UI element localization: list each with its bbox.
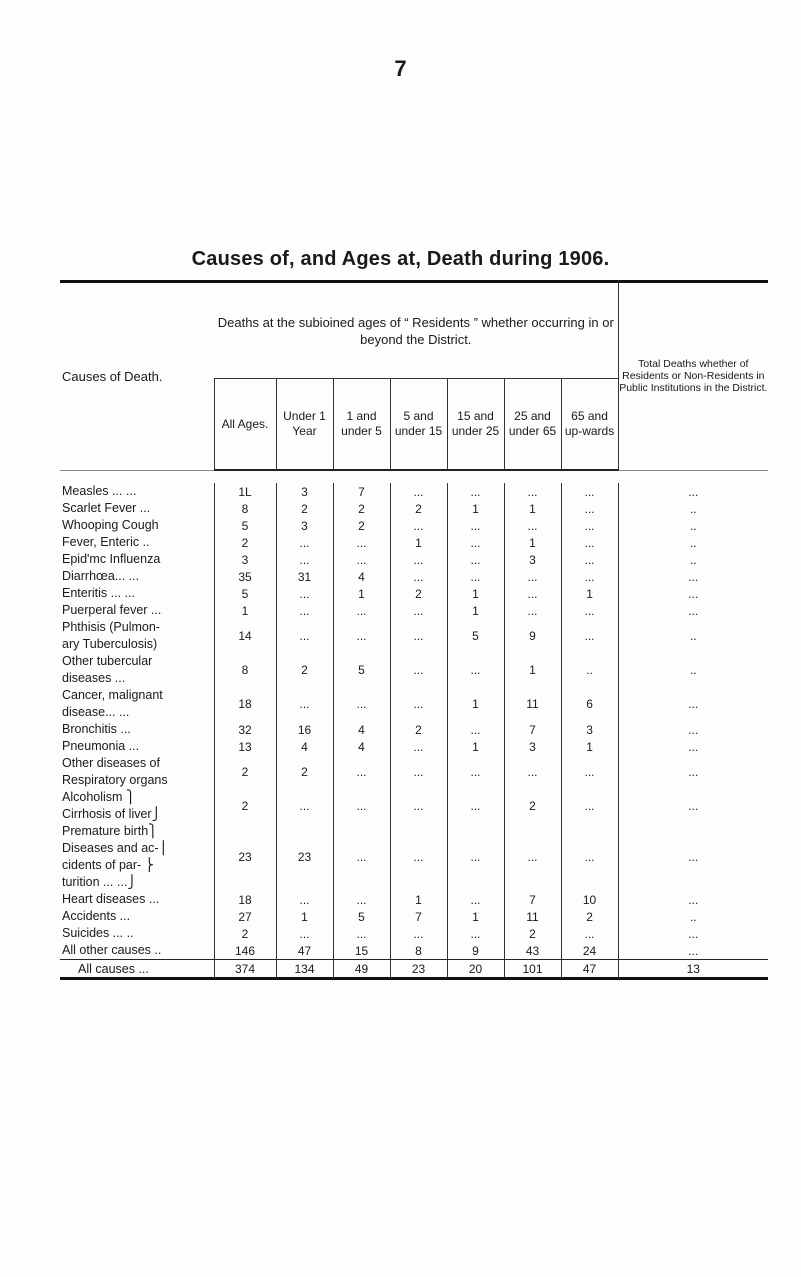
table-cell: 2	[504, 789, 561, 823]
table-cell: 2	[276, 653, 333, 687]
table-cell: 11	[504, 908, 561, 925]
table-cell: ...	[447, 755, 504, 789]
table-cell: 32	[214, 721, 276, 738]
table-row	[60, 534, 768, 551]
cause-label-line: Puerperal fever ...	[62, 603, 162, 617]
table-cell: 8	[214, 653, 276, 687]
table-cell: ..	[618, 551, 768, 568]
table-cell: ...	[447, 534, 504, 551]
table-cell: ...	[276, 789, 333, 823]
table-cell: ...	[333, 823, 390, 891]
table-cell: 1	[447, 602, 504, 619]
table-cell: 1	[561, 585, 618, 602]
table-cell: ...	[276, 891, 333, 908]
table-cell: 2	[333, 517, 390, 534]
table-cell: 7	[504, 721, 561, 738]
table-cell: ...	[561, 500, 618, 517]
table-cell: 47	[276, 942, 333, 960]
table-cell: ...	[447, 891, 504, 908]
table-cell: ...	[390, 653, 447, 687]
table-cell: 5	[333, 653, 390, 687]
table-cell: 3	[561, 721, 618, 738]
table-cell: ...	[618, 483, 768, 500]
cause-label	[60, 925, 214, 942]
cause-label-line: Scarlet Fever ...	[62, 501, 151, 515]
table-cell: 23	[276, 823, 333, 891]
cause-label-line: turition ... ...⎭	[62, 875, 137, 889]
table-cell: ...	[333, 755, 390, 789]
age-group-header: Deaths at the subioined ages of “ Residents ” whether occurring in or beyond the District.	[214, 283, 618, 379]
cause-label	[60, 619, 214, 653]
cause-label-line: Premature birth⎫	[62, 824, 158, 838]
table-cell: ...	[618, 823, 768, 891]
table-cell: 1	[333, 585, 390, 602]
table-cell: 3	[504, 738, 561, 755]
table-cell: ...	[618, 568, 768, 585]
table-row	[60, 789, 768, 823]
table-cell: ...	[561, 534, 618, 551]
total-row-label: All causes ...	[60, 960, 214, 979]
table-row	[60, 585, 768, 602]
age-column-header: All Ages.	[214, 379, 276, 471]
table-cell: 1	[504, 534, 561, 551]
table-cell: 11	[504, 687, 561, 721]
cause-label-line: Diarrhœa... ...	[62, 569, 140, 583]
table-cell: 9	[447, 942, 504, 960]
total-cell: 101	[504, 960, 561, 979]
table-cell: 1	[447, 908, 504, 925]
table-cell: 2	[504, 925, 561, 942]
cause-label	[60, 500, 214, 517]
age-column-header: 25 and under 65	[504, 379, 561, 471]
total-cell: 23	[390, 960, 447, 979]
table-cell: ...	[447, 568, 504, 585]
table-cell: ...	[504, 602, 561, 619]
table-cell: ...	[390, 687, 447, 721]
table-cell: ...	[504, 823, 561, 891]
table-cell: 2	[276, 500, 333, 517]
cause-label	[60, 534, 214, 551]
table-cell: ...	[618, 602, 768, 619]
table-cell: ...	[390, 823, 447, 891]
age-column-header: 15 and under 25	[447, 379, 504, 471]
table-cell: 27	[214, 908, 276, 925]
table-row	[60, 823, 768, 891]
table-row	[60, 721, 768, 738]
table-cell: ...	[390, 925, 447, 942]
cause-label	[60, 653, 214, 687]
table-cell: 1	[214, 602, 276, 619]
table-cell: ...	[390, 789, 447, 823]
table-cell: 2	[390, 500, 447, 517]
table-cell: 7	[390, 908, 447, 925]
cause-label	[60, 891, 214, 908]
table-row	[60, 483, 768, 500]
table-cell: ...	[390, 551, 447, 568]
table-cell: 4	[333, 738, 390, 755]
table-cell: ..	[618, 908, 768, 925]
table-cell: ...	[618, 789, 768, 823]
table-cell: ...	[504, 585, 561, 602]
cause-label	[60, 789, 214, 823]
cause-label-line: Accidents ...	[62, 909, 131, 923]
table-cell: 23	[214, 823, 276, 891]
table-cell: 1	[390, 534, 447, 551]
table-cell: 8	[390, 942, 447, 960]
table-cell: ...	[561, 517, 618, 534]
table-row	[60, 551, 768, 568]
table-cell: 35	[214, 568, 276, 585]
cause-label-line: ary Tuberculosis)	[62, 637, 158, 651]
table-cell: 14	[214, 619, 276, 653]
table-cell: ...	[561, 755, 618, 789]
table-cell: 8	[214, 500, 276, 517]
age-column-header: Under 1 Year	[276, 379, 333, 471]
table-row	[60, 891, 768, 908]
cause-label	[60, 908, 214, 925]
table-row	[60, 755, 768, 789]
cause-label	[60, 517, 214, 534]
table-cell: ...	[333, 534, 390, 551]
cause-label	[60, 738, 214, 755]
table-cell: 1	[504, 500, 561, 517]
table-cell: ...	[333, 687, 390, 721]
table-cell: ...	[333, 602, 390, 619]
cause-label-line: Other tubercular	[62, 654, 153, 668]
age-column-header: 65 and up-wards	[561, 379, 618, 471]
table-cell: ...	[276, 551, 333, 568]
table-cell: 2	[214, 755, 276, 789]
table-cell: 4	[333, 568, 390, 585]
table-cell: ...	[561, 602, 618, 619]
cause-column-header: Causes of Death.	[62, 368, 163, 384]
table-row	[60, 738, 768, 755]
table-row	[60, 925, 768, 942]
table-cell: ...	[618, 942, 768, 960]
age-column-header: 1 and under 5	[333, 379, 390, 471]
table-cell: ...	[447, 517, 504, 534]
table-cell: 3	[276, 483, 333, 500]
cause-label-line: Heart diseases ...	[62, 892, 160, 906]
table-cell: 4	[276, 738, 333, 755]
table-cell: 18	[214, 891, 276, 908]
table-cell: 2	[276, 755, 333, 789]
table-cell: 7	[333, 483, 390, 500]
table-cell: ..	[618, 619, 768, 653]
table-title: Causes of, and Ages at, Death during 1906.	[191, 248, 610, 270]
total-cell: 374	[214, 960, 276, 979]
table-cell: ...	[561, 551, 618, 568]
table-cell: ...	[276, 925, 333, 942]
table-cell: 1	[447, 738, 504, 755]
table-cell: ...	[504, 483, 561, 500]
table-cell: 2	[390, 721, 447, 738]
table-cell: ...	[504, 755, 561, 789]
table-cell: ...	[561, 823, 618, 891]
table-cell: ...	[561, 789, 618, 823]
table-cell: ...	[390, 738, 447, 755]
table-cell: 31	[276, 568, 333, 585]
table-cell: 2	[214, 925, 276, 942]
table-cell: 6	[561, 687, 618, 721]
table-row	[60, 568, 768, 585]
table-cell: 2	[561, 908, 618, 925]
total-cell: 49	[333, 960, 390, 979]
table-cell: ...	[618, 755, 768, 789]
table-cell: 43	[504, 942, 561, 960]
table-cell: ...	[561, 483, 618, 500]
table-cell: ...	[276, 602, 333, 619]
table-cell: ...	[447, 551, 504, 568]
table-cell: 9	[504, 619, 561, 653]
total-deaths-header: Total Deaths whether of Residents or Non-Residents in Public Institutions in the District.	[618, 283, 768, 470]
table-cell: 3	[276, 517, 333, 534]
cause-label-line: cidents of par- ⎬	[62, 858, 155, 872]
table-cell: ..	[618, 653, 768, 687]
table-row	[60, 517, 768, 534]
table-cell: ...	[390, 755, 447, 789]
table-cell: 1	[561, 738, 618, 755]
cause-label-line: Cancer, malignant	[62, 688, 163, 702]
table-cell: 146	[214, 942, 276, 960]
table-cell: ..	[618, 517, 768, 534]
table-cell: ...	[618, 721, 768, 738]
table-cell: 2	[214, 534, 276, 551]
page-number: 7	[394, 56, 407, 81]
table-cell: 2	[333, 500, 390, 517]
table-cell: ...	[447, 823, 504, 891]
cause-label-line: All other causes ..	[62, 943, 162, 957]
table-row	[60, 653, 768, 687]
table-cell: ...	[276, 619, 333, 653]
cause-label	[60, 551, 214, 568]
causes-of-death-table-wrapper	[60, 280, 768, 980]
table-row	[60, 619, 768, 653]
cause-label-line: Pneumonia ...	[62, 739, 140, 753]
table-cell: ...	[390, 602, 447, 619]
table-cell: ...	[333, 891, 390, 908]
table-cell: ...	[276, 585, 333, 602]
table-cell: ...	[447, 789, 504, 823]
cause-label-line: Bronchitis ...	[62, 722, 131, 736]
table-cell: ...	[390, 483, 447, 500]
table-cell: ...	[447, 721, 504, 738]
table-cell: ...	[561, 619, 618, 653]
total-cell: 47	[561, 960, 618, 979]
cause-label	[60, 942, 214, 960]
cause-label-line: Fever, Enteric ..	[62, 535, 150, 549]
table-cell: ...	[561, 925, 618, 942]
table-cell: ...	[333, 619, 390, 653]
table-cell: 5	[214, 517, 276, 534]
cause-label-line: Epid'mc Influenza	[62, 552, 161, 566]
table-cell: ...	[618, 687, 768, 721]
table-cell: ..	[561, 653, 618, 687]
cause-label	[60, 483, 214, 500]
cause-label-line: Whooping Cough	[62, 518, 159, 532]
table-cell: 24	[561, 942, 618, 960]
table-cell: 5	[333, 908, 390, 925]
cause-label-line: Measles ... ...	[62, 484, 137, 498]
table-cell: ...	[390, 517, 447, 534]
cause-label-line: Cirrhosis of liver⎭	[62, 807, 161, 821]
table-cell: ...	[504, 517, 561, 534]
table-cell: 5	[447, 619, 504, 653]
table-row	[60, 942, 768, 960]
table-cell: ...	[447, 925, 504, 942]
table-cell: 3	[214, 551, 276, 568]
table-cell: ...	[618, 891, 768, 908]
cause-label	[60, 687, 214, 721]
table-cell: 1	[447, 585, 504, 602]
table-cell: 1	[504, 653, 561, 687]
cause-label-line: Phthisis (Pulmon-	[62, 620, 160, 634]
cause-label-line: Enteritis ... ...	[62, 586, 135, 600]
table-cell: ...	[390, 568, 447, 585]
table-cell: 10	[561, 891, 618, 908]
table-cell: ...	[390, 619, 447, 653]
table-cell: 16	[276, 721, 333, 738]
table-cell: 7	[504, 891, 561, 908]
table-row	[60, 687, 768, 721]
table-row	[60, 602, 768, 619]
cause-label-line: Respiratory organs	[62, 773, 168, 787]
table-cell: 2	[214, 789, 276, 823]
table-cell: 1	[447, 687, 504, 721]
table-cell: ...	[618, 585, 768, 602]
cause-label	[60, 585, 214, 602]
cause-label	[60, 568, 214, 585]
cause-label-line: Suicides ... ..	[62, 926, 134, 940]
total-cell: 134	[276, 960, 333, 979]
cause-label	[60, 721, 214, 738]
cause-label-line: Alcoholism ⎫	[62, 790, 136, 804]
table-row	[60, 500, 768, 517]
cause-label-line: disease... ...	[62, 705, 130, 719]
table-cell: ...	[618, 738, 768, 755]
table-cell: ...	[333, 789, 390, 823]
cause-label-line: diseases ...	[62, 671, 126, 685]
total-cell: 13	[618, 960, 768, 979]
table-cell: 5	[214, 585, 276, 602]
table-cell: 1	[447, 500, 504, 517]
table-cell: ...	[333, 925, 390, 942]
table-cell: ...	[618, 925, 768, 942]
table-row	[60, 908, 768, 925]
table-cell: ...	[504, 568, 561, 585]
table-cell: ...	[447, 653, 504, 687]
table-cell: 3	[504, 551, 561, 568]
table-cell: ...	[276, 687, 333, 721]
table-cell: 4	[333, 721, 390, 738]
table-cell: 1	[276, 908, 333, 925]
cause-label	[60, 602, 214, 619]
table-cell: 1	[390, 891, 447, 908]
table-cell: ...	[333, 551, 390, 568]
table-cell: 18	[214, 687, 276, 721]
cause-label-line: Other diseases of	[62, 756, 160, 770]
table-cell: ..	[618, 500, 768, 517]
cause-label-line: Diseases and ac-⎪	[62, 841, 168, 855]
age-column-header: 5 and under 15	[390, 379, 447, 471]
table-cell: ...	[561, 568, 618, 585]
cause-label	[60, 823, 214, 891]
total-cell: 20	[447, 960, 504, 979]
table-cell: 13	[214, 738, 276, 755]
table-cell: ..	[618, 534, 768, 551]
total-row	[60, 960, 768, 979]
table-cell: ...	[276, 534, 333, 551]
table-cell: 1L	[214, 483, 276, 500]
table-cell: 15	[333, 942, 390, 960]
table-cell: 2	[390, 585, 447, 602]
causes-of-death-table	[60, 283, 768, 980]
table-cell: ...	[447, 483, 504, 500]
cause-label	[60, 755, 214, 789]
